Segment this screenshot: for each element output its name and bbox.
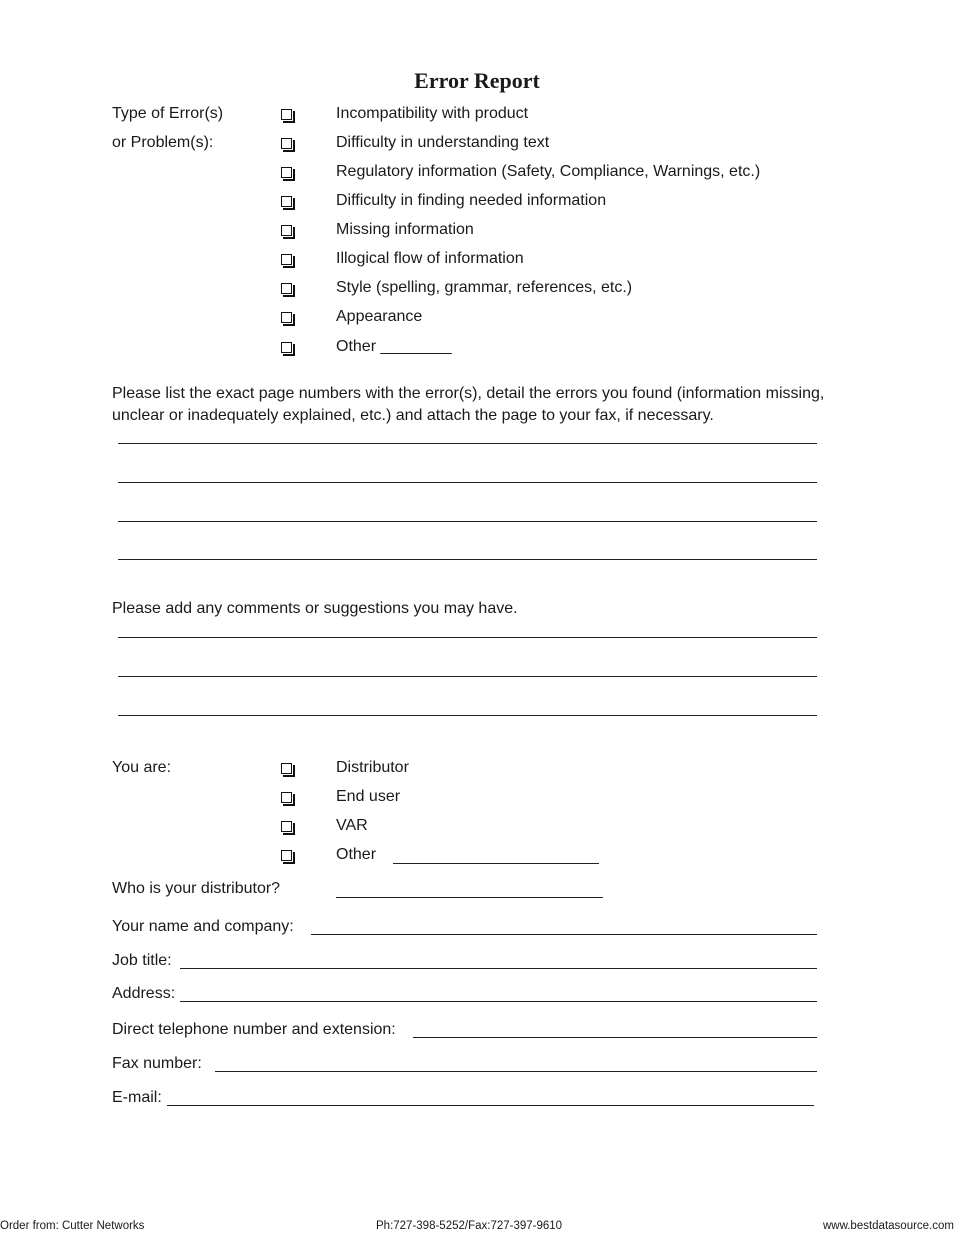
email-field[interactable] bbox=[167, 1105, 814, 1106]
email-label: E-mail: bbox=[112, 1089, 162, 1106]
comments-line[interactable] bbox=[118, 715, 817, 716]
phone-label: Direct telephone number and extension: bbox=[112, 1021, 396, 1038]
comments-line[interactable] bbox=[118, 676, 817, 677]
checkbox-appearance[interactable] bbox=[281, 312, 292, 323]
distributor-field[interactable] bbox=[336, 897, 603, 898]
checkbox-missing-info[interactable] bbox=[281, 225, 292, 236]
option-label: Difficulty in understanding text bbox=[336, 134, 550, 151]
address-field[interactable] bbox=[180, 1001, 817, 1002]
address-label: Address: bbox=[112, 985, 176, 1002]
job-title-label: Job title: bbox=[112, 952, 172, 969]
footer-phone-fax: Ph:727-398-5252/Fax:727-397-9610 bbox=[376, 1220, 563, 1232]
option-label: Missing information bbox=[336, 221, 474, 238]
page-errors-line[interactable] bbox=[118, 521, 817, 522]
option-label: Style (spelling, grammar, references, etc.) bbox=[336, 279, 633, 296]
phone-field[interactable] bbox=[413, 1037, 817, 1038]
job-title-field[interactable] bbox=[180, 968, 817, 969]
page-errors-line[interactable] bbox=[118, 443, 817, 444]
page-errors-line[interactable] bbox=[118, 482, 817, 483]
footer-order-from: Order from: Cutter Networks bbox=[0, 1220, 145, 1232]
comments-line[interactable] bbox=[118, 637, 817, 638]
option-label: End user bbox=[336, 788, 401, 805]
option-label: Incompatibility with product bbox=[336, 105, 529, 122]
footer-website: www.bestdatasource.com bbox=[822, 1220, 954, 1232]
error-type-label: Type of Error(s) bbox=[112, 105, 224, 122]
distributor-label: Who is your distributor? bbox=[112, 880, 281, 897]
checkbox-distributor[interactable] bbox=[281, 763, 292, 774]
fax-field[interactable] bbox=[215, 1071, 817, 1072]
comments-prompt: Please add any comments or suggestions you may have. bbox=[112, 600, 518, 617]
option-label: Regulatory information (Safety, Compliance, Warnings, etc.) bbox=[336, 163, 761, 180]
option-label: Other ________ bbox=[336, 338, 452, 355]
error-type-label-cont: or Problem(s): bbox=[112, 134, 214, 151]
checkbox-difficulty-understanding[interactable] bbox=[281, 138, 292, 149]
option-label: Other bbox=[336, 846, 377, 863]
checkbox-regulatory[interactable] bbox=[281, 167, 292, 178]
option-label: Appearance bbox=[336, 308, 423, 325]
checkbox-illogical-flow[interactable] bbox=[281, 254, 292, 265]
fax-label: Fax number: bbox=[112, 1055, 202, 1072]
name-company-field[interactable] bbox=[311, 934, 817, 935]
page-errors-instructions: Please list the exact page numbers with the error(s), detail the errors you found (information missing, unclear or inadequately explained, etc.) and attach the page to your fax, if necessary. bbox=[112, 385, 825, 424]
checkbox-finding-info[interactable] bbox=[281, 196, 292, 207]
checkbox-var[interactable] bbox=[281, 821, 292, 832]
checkbox-style[interactable] bbox=[281, 283, 292, 294]
other-role-field[interactable] bbox=[393, 863, 599, 864]
option-label: Distributor bbox=[336, 759, 409, 776]
option-label: Difficulty in finding needed information bbox=[336, 192, 607, 209]
option-label: Illogical flow of information bbox=[336, 250, 524, 267]
you-are-label: You are: bbox=[112, 759, 172, 776]
checkbox-incompatibility[interactable] bbox=[281, 109, 292, 120]
checkbox-end-user[interactable] bbox=[281, 792, 292, 803]
page-title: Error Report bbox=[414, 68, 540, 93]
option-label: VAR bbox=[336, 817, 368, 834]
checkbox-other-role[interactable] bbox=[281, 850, 292, 861]
checkbox-other-error[interactable] bbox=[281, 342, 292, 353]
name-company-label: Your name and company: bbox=[112, 918, 294, 935]
page-errors-line[interactable] bbox=[118, 559, 817, 560]
